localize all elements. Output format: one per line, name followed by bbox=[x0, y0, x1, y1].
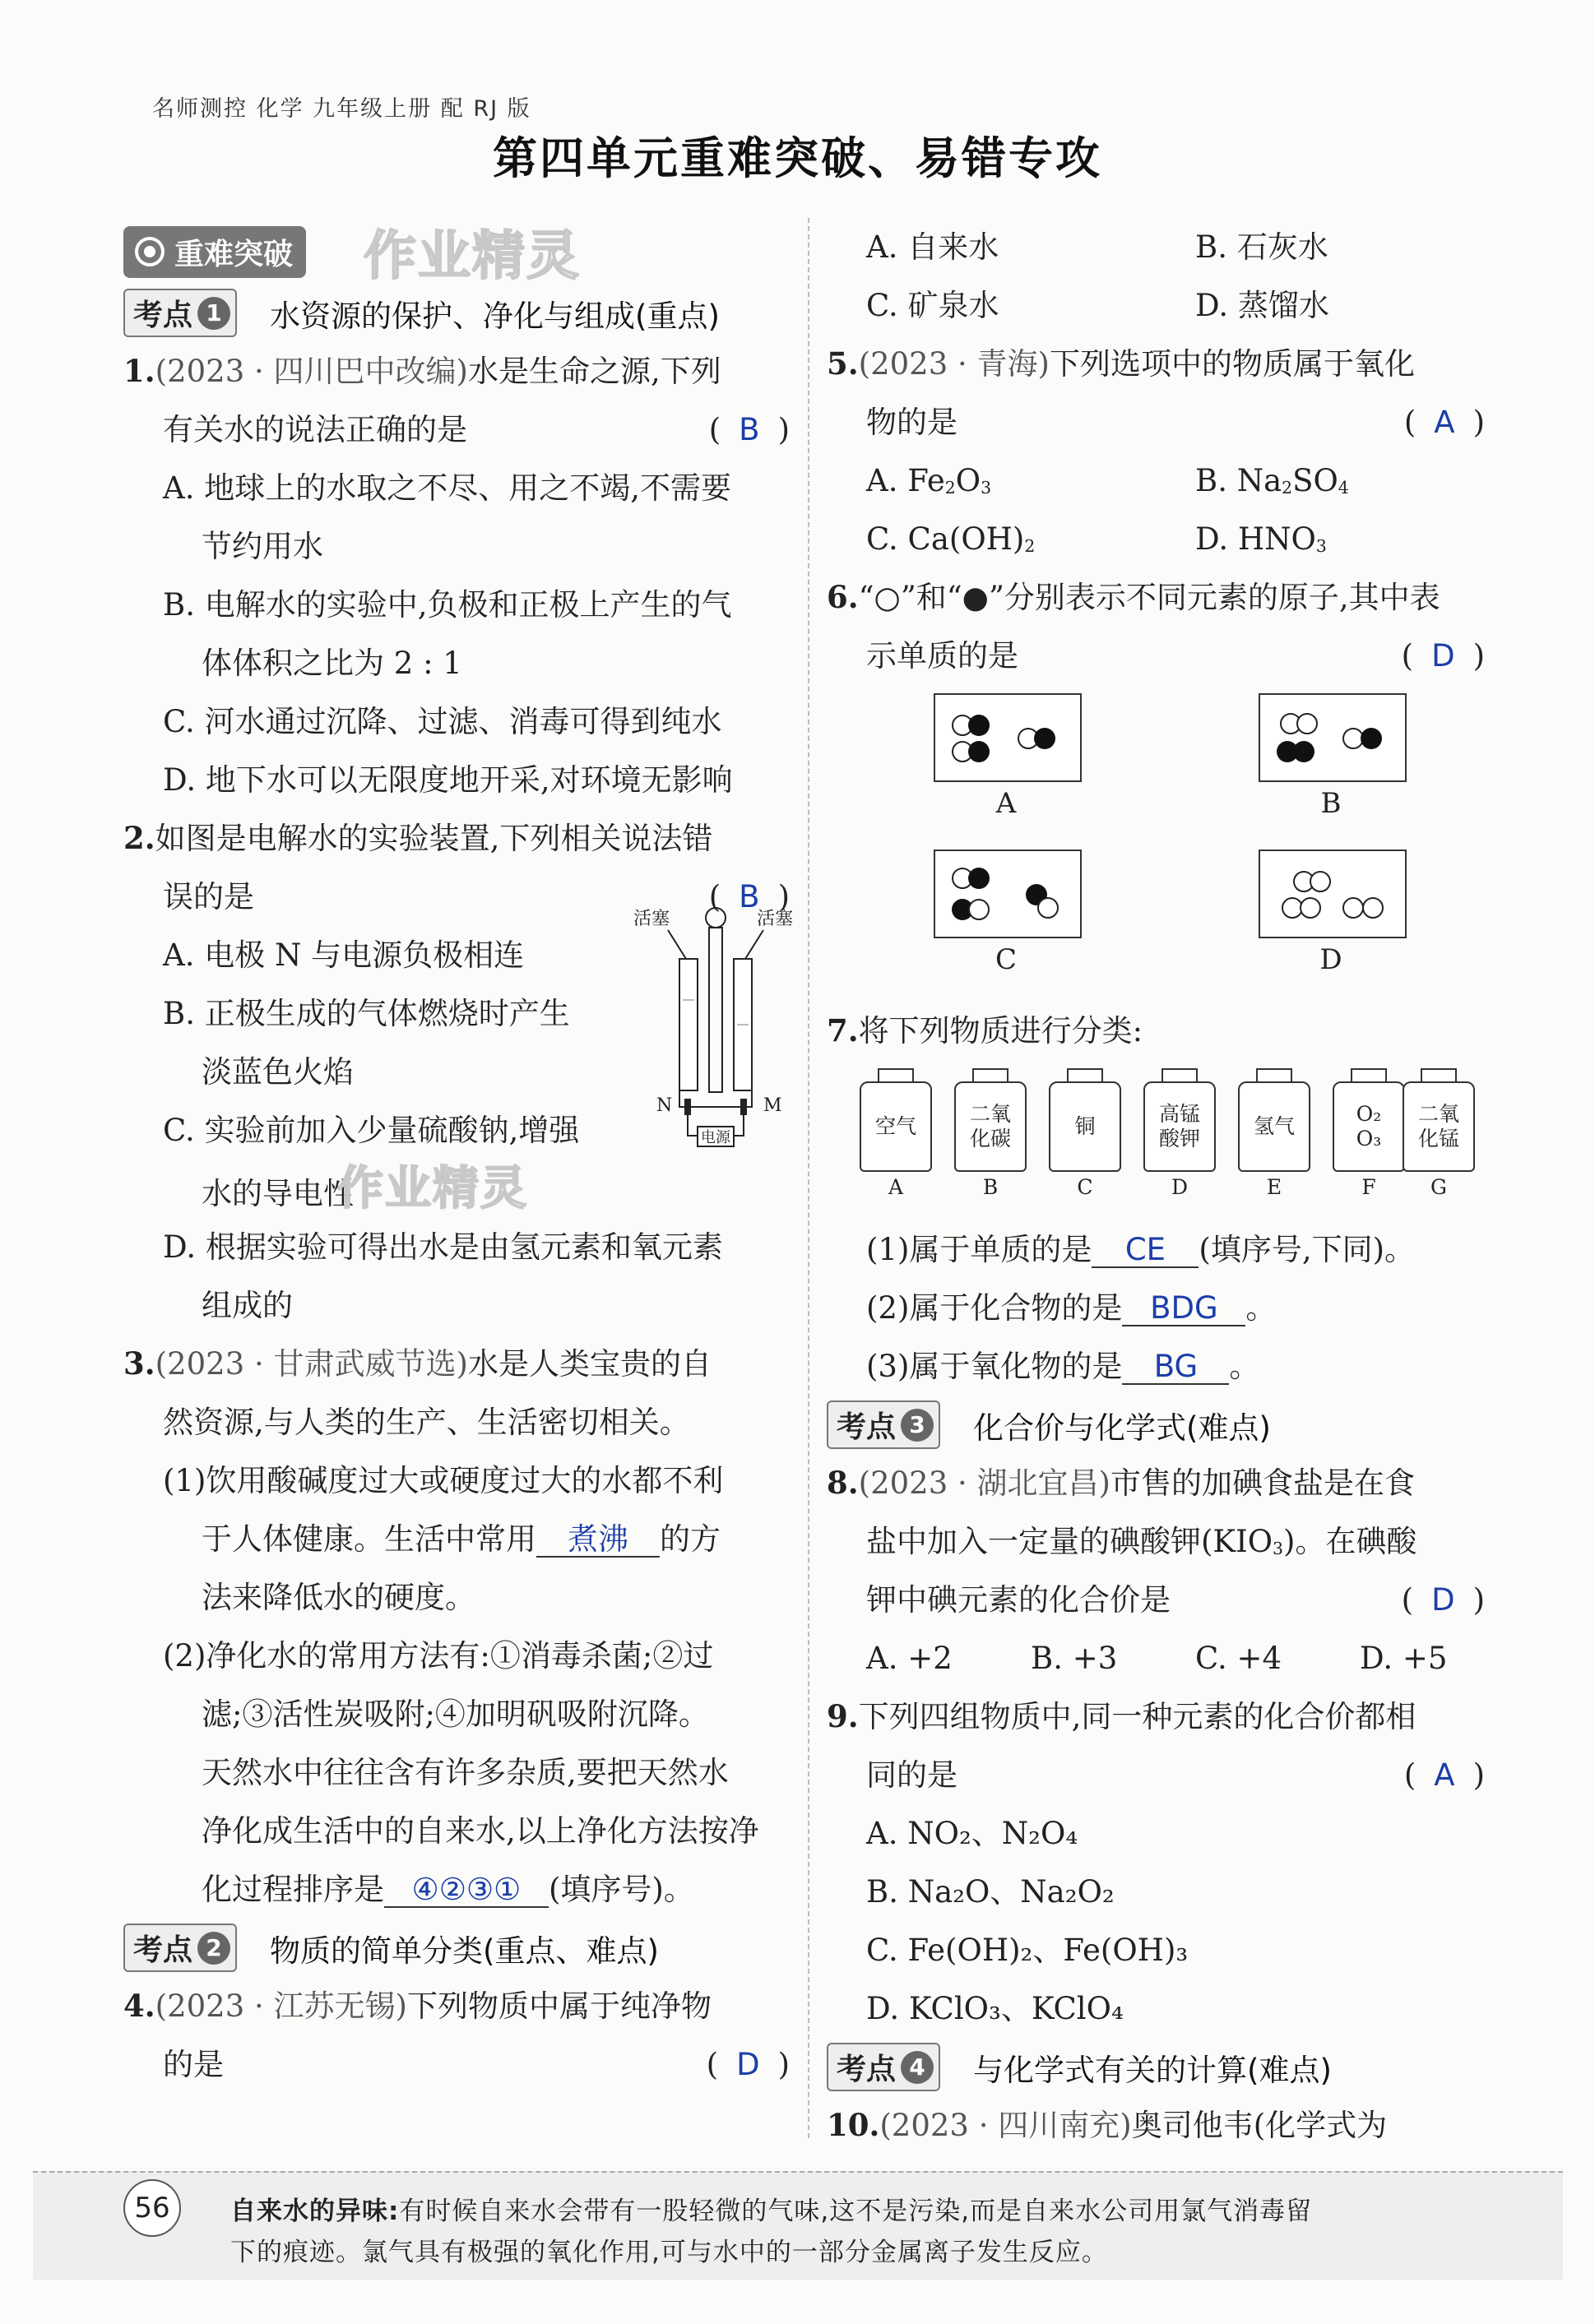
answer-blank: 煮沸 bbox=[536, 1523, 660, 1558]
text: (1)属于单质的是 bbox=[866, 1232, 1092, 1267]
text-line bbox=[827, 451, 1485, 510]
text: C. Ca(OH) bbox=[866, 521, 1025, 557]
text-line bbox=[123, 809, 790, 868]
text: 奥司他韦(化学式为 bbox=[1131, 2108, 1388, 2143]
text: 7. bbox=[827, 1012, 859, 1049]
text: 物质的简单分类(重点、难点) bbox=[270, 1933, 659, 1969]
text: 高锰 bbox=[1158, 1102, 1200, 1126]
text-line bbox=[827, 393, 1485, 451]
option-c bbox=[866, 510, 1195, 576]
answer-blank: BG bbox=[1122, 1350, 1229, 1385]
text-line bbox=[123, 400, 790, 459]
text-line bbox=[827, 1337, 1485, 1396]
text: 有关水的说法正确的是 bbox=[163, 412, 467, 447]
text: 钾中碘元素的化合价是 bbox=[866, 1582, 1171, 1618]
answer-bracket: ( A ) bbox=[1403, 1757, 1485, 1793]
question-9 bbox=[827, 1687, 1485, 2038]
kaodian-2 bbox=[123, 1919, 790, 1977]
text: 1 bbox=[197, 297, 230, 330]
text-line bbox=[827, 1002, 1485, 1060]
question-1 bbox=[123, 342, 790, 809]
text-line bbox=[827, 1220, 1485, 1279]
text: A bbox=[995, 787, 1017, 820]
text: 自来水的异味: bbox=[230, 2197, 400, 2226]
text: 考点 bbox=[837, 2053, 897, 2086]
text: 氢气 bbox=[1253, 1114, 1295, 1138]
text: 与化学式有关的计算(难点) bbox=[973, 2052, 1332, 2088]
answer-blank: ④②③① bbox=[384, 1873, 549, 1908]
text: D. 蒸馏水 bbox=[1195, 288, 1329, 323]
text: 下列四组物质中,同一种元素的化合价都相 bbox=[858, 1699, 1416, 1734]
text: D bbox=[1171, 1175, 1189, 1199]
text: 铜 bbox=[1074, 1114, 1096, 1138]
text: O₂ bbox=[1356, 1102, 1382, 1126]
column-divider bbox=[808, 218, 809, 2138]
text-line: 天然水中往往含有许多杂质,要把天然水 bbox=[202, 1755, 729, 1790]
text: 3 bbox=[901, 1409, 934, 1442]
text-line bbox=[123, 1860, 790, 1919]
text: 下列物质中属于纯净物 bbox=[406, 1988, 712, 2024]
text: (2023 · 江苏无锡) bbox=[155, 1988, 407, 2024]
watermark: 作业精灵 bbox=[337, 1162, 528, 1215]
text-line bbox=[123, 1335, 790, 1393]
q4-options-cd bbox=[827, 276, 1485, 335]
text: 3 bbox=[1315, 536, 1327, 557]
text: 于人体健康。生活中常用 bbox=[202, 1521, 536, 1557]
text-line: 体体积之比为 2 : 1 bbox=[202, 646, 462, 681]
question-5 bbox=[827, 335, 1485, 568]
answer-bracket: ( A ) bbox=[1403, 405, 1485, 440]
text: A. 自来水 bbox=[866, 229, 999, 265]
option-b: B. 正极生成的气体燃烧时产生 bbox=[163, 996, 570, 1031]
section-badge bbox=[123, 223, 790, 287]
text: 二氧 bbox=[1417, 1102, 1459, 1126]
text: B. Na bbox=[1195, 463, 1282, 498]
answer-bracket: ( D ) bbox=[1401, 638, 1485, 674]
page-title: 第四单元重难突破、易错专攻 bbox=[493, 132, 1102, 184]
text-line bbox=[827, 1746, 1485, 1804]
target-icon bbox=[135, 237, 165, 266]
text-line: 淡蓝色火焰 bbox=[202, 1054, 354, 1090]
text: D. +5 bbox=[1360, 1641, 1448, 1676]
text: (2023 · 甘肃武威节选) bbox=[155, 1346, 468, 1382]
text-line bbox=[827, 510, 1485, 568]
text: B. 石灰水 bbox=[1195, 229, 1328, 265]
answer: D bbox=[736, 2047, 760, 2082]
text: 3 bbox=[981, 478, 992, 498]
option-c: C. Fe(OH)₂、Fe(OH)₃ bbox=[866, 1933, 1189, 1968]
text: 考点 bbox=[133, 1933, 193, 1967]
text: 3. bbox=[123, 1345, 155, 1382]
text: B bbox=[1320, 787, 1342, 820]
text: 将下列物质进行分类: bbox=[858, 1013, 1143, 1049]
option-a: A. NO₂、N₂O₄ bbox=[866, 1816, 1078, 1851]
text: 水资源的保护、净化与组成(重点) bbox=[270, 298, 720, 334]
text-line bbox=[123, 342, 790, 400]
bottle-d bbox=[1143, 1068, 1216, 1199]
text: 2 bbox=[1282, 478, 1293, 498]
text: 5. bbox=[827, 345, 859, 382]
option-b bbox=[1195, 463, 1349, 498]
text: (填序号)。 bbox=[549, 1872, 694, 1907]
answer-blank: BDG bbox=[1122, 1292, 1245, 1326]
text: D bbox=[1319, 943, 1342, 976]
bottle-row bbox=[827, 1060, 1485, 1220]
option-d bbox=[1195, 521, 1327, 557]
option-b: B. Na₂O、Na₂O₂ bbox=[866, 1874, 1115, 1910]
text: (2023 · 湖北宜昌) bbox=[858, 1465, 1110, 1501]
text-line bbox=[123, 2035, 790, 2094]
option-c: C. 河水通过沉降、过滤、消毒可得到纯水 bbox=[163, 704, 722, 739]
text: 1. bbox=[123, 353, 155, 389]
bottle-f bbox=[1333, 1068, 1405, 1199]
text: 2 bbox=[1024, 536, 1036, 557]
electrolysis-apparatus-figure bbox=[633, 901, 798, 1156]
power-source-label: 电源 bbox=[701, 1129, 730, 1146]
option-a: A. 地球上的水取之不尽、用之不竭,不需要 bbox=[163, 470, 732, 506]
text: )。在碘酸 bbox=[1282, 1524, 1417, 1559]
left-column bbox=[123, 218, 794, 2094]
text-line bbox=[827, 1629, 1485, 1687]
text-line: 组成的 bbox=[202, 1288, 293, 1323]
page-number: 56 bbox=[123, 2179, 181, 2237]
text: G bbox=[1430, 1175, 1447, 1199]
electrode-n-label: N bbox=[656, 1095, 673, 1116]
text: 二氧 bbox=[969, 1102, 1011, 1126]
text: (2)属于化合物的是 bbox=[866, 1290, 1123, 1326]
option-a: A. 电极 N 与电源负极相连 bbox=[163, 937, 525, 973]
text: 的是 bbox=[163, 2047, 224, 2082]
text-line bbox=[827, 568, 1485, 627]
text-line bbox=[827, 1571, 1485, 1629]
text: 示单质的是 bbox=[866, 638, 1018, 674]
text-line: (2)净化水的常用方法有:①消毒杀菌;②过 bbox=[163, 1638, 714, 1674]
answer-bracket: ( B ) bbox=[708, 879, 790, 914]
text-line bbox=[123, 1160, 790, 1218]
text: D. HNO bbox=[1195, 521, 1316, 557]
text: 化过程排序是 bbox=[202, 1872, 384, 1907]
question-10 bbox=[827, 2096, 1485, 2155]
right-column bbox=[827, 218, 1485, 2155]
text: 。 bbox=[1245, 1290, 1277, 1326]
text: 重难突破 bbox=[174, 237, 294, 271]
text: (2023 · 四川巴中改编) bbox=[155, 354, 468, 389]
text: 化锰 bbox=[1417, 1127, 1459, 1150]
text-line bbox=[827, 335, 1485, 393]
bottle-c bbox=[1049, 1068, 1121, 1199]
text: F bbox=[1361, 1175, 1376, 1199]
text: 如图是电解水的实验装置,下列相关说法错 bbox=[155, 821, 713, 856]
question-4 bbox=[123, 1977, 790, 2094]
text-line: 然资源,与人类的生产、生活密切相关。 bbox=[163, 1405, 690, 1440]
text: 空气 bbox=[874, 1114, 916, 1138]
text: 的方 bbox=[660, 1521, 721, 1557]
text: 4 bbox=[901, 2051, 934, 2084]
answer: D bbox=[1431, 638, 1455, 674]
text: 4. bbox=[123, 1988, 155, 2024]
option-b: B. 电解水的实验中,负极和正极上产生的气 bbox=[163, 587, 732, 623]
text: A bbox=[888, 1175, 904, 1199]
text: O bbox=[955, 463, 981, 498]
text: 6. bbox=[827, 579, 859, 615]
text-line bbox=[827, 1512, 1485, 1571]
text: 考点 bbox=[133, 299, 193, 332]
book-header: 名师测控 化学 九年级上册 配 RJ 版 bbox=[152, 96, 531, 122]
text-line bbox=[123, 1510, 790, 1568]
text-line bbox=[827, 1454, 1485, 1512]
q4-options-ab bbox=[827, 218, 1485, 276]
answer: B bbox=[739, 879, 760, 914]
particle-box-c bbox=[934, 850, 1082, 976]
text: B bbox=[982, 1175, 999, 1199]
text: 盐中加入一定量的碘酸钾(KIO bbox=[866, 1524, 1273, 1559]
text: 水是人类宝贵的自 bbox=[467, 1346, 712, 1382]
text: (填序号,下同)。 bbox=[1199, 1232, 1416, 1267]
text-line: 净化成生活中的自来水,以上净化方法按净 bbox=[202, 1813, 759, 1849]
text-line: 节约用水 bbox=[202, 529, 323, 564]
text: 水是生命之源,下列 bbox=[467, 354, 721, 389]
text-line bbox=[827, 1687, 1485, 1746]
answer-bracket: ( B ) bbox=[708, 412, 790, 447]
text: A. +2 bbox=[866, 1641, 953, 1676]
question-2 bbox=[123, 809, 794, 1335]
text: C bbox=[995, 943, 1017, 976]
question-8 bbox=[827, 1454, 1485, 1687]
option-d: D. KClO₃、KClO₄ bbox=[866, 1991, 1124, 2026]
answer: A bbox=[1434, 405, 1455, 440]
text: 物的是 bbox=[866, 405, 957, 440]
answer-blank: CE bbox=[1092, 1234, 1199, 1268]
text: 2. bbox=[123, 820, 155, 856]
bottle-a bbox=[860, 1068, 932, 1199]
text: 水的导电性 bbox=[202, 1176, 354, 1211]
text-line bbox=[123, 1977, 790, 2035]
text-line bbox=[827, 1279, 1485, 1337]
text: 8. bbox=[827, 1465, 859, 1501]
text: 有时候自来水会带有一股轻微的气味,这不是污染,而是自来水公司用氯气消毒留 bbox=[399, 2197, 1313, 2226]
question-6 bbox=[827, 568, 1485, 1002]
electrode-m-label: M bbox=[763, 1095, 782, 1116]
text-line bbox=[827, 2096, 1485, 2155]
text: 9. bbox=[827, 1698, 859, 1734]
text: 10. bbox=[827, 2107, 880, 2143]
text: 化碳 bbox=[969, 1127, 1011, 1150]
tip-text bbox=[230, 2191, 1514, 2273]
option-d: D. 根据实验可得出水是由氢元素和氧元素 bbox=[163, 1229, 723, 1265]
text: (3)属于氧化物的是 bbox=[866, 1349, 1123, 1384]
text: 酸钾 bbox=[1158, 1127, 1200, 1150]
text: 2 bbox=[197, 1932, 230, 1965]
text: 。 bbox=[1229, 1349, 1260, 1384]
valve-right-label: 活塞 bbox=[757, 909, 794, 929]
text: C. +4 bbox=[1195, 1641, 1282, 1676]
kaodian-1 bbox=[123, 284, 790, 342]
text: (2023 · 四川南充) bbox=[879, 2108, 1132, 2143]
text: 下的痕迹。氯气具有极强的氧化作用,可与水中的一部分金属离子发生反应。 bbox=[230, 2238, 1108, 2267]
text-line: 法来降低水的硬度。 bbox=[202, 1580, 475, 1615]
text: “○”和“●”分别表示不同元素的原子,其中表 bbox=[858, 580, 1440, 615]
option-c: C. 实验前加入少量硫酸钠,增强 bbox=[163, 1113, 580, 1148]
answer: B bbox=[739, 412, 760, 447]
answer-bracket: ( D ) bbox=[1401, 1582, 1485, 1618]
text: E bbox=[1266, 1175, 1282, 1199]
text: O₃ bbox=[1356, 1127, 1382, 1150]
answer: D bbox=[1431, 1582, 1455, 1618]
text: 化合价与化学式(难点) bbox=[973, 1410, 1271, 1446]
text: C bbox=[1077, 1175, 1093, 1199]
bottle-b bbox=[954, 1068, 1027, 1199]
bottle-e bbox=[1238, 1068, 1310, 1199]
text: 市售的加碘食盐是在食 bbox=[1110, 1465, 1415, 1501]
footer-tip bbox=[33, 2171, 1563, 2280]
question-3 bbox=[123, 1335, 790, 1919]
particle-box-a bbox=[934, 693, 1082, 820]
text: 考点 bbox=[837, 1410, 897, 1444]
kaodian-3 bbox=[827, 1396, 1485, 1454]
bottle-g bbox=[1403, 1068, 1475, 1199]
option-d: D. 地下水可以无限度地开采,对环境无影响 bbox=[163, 762, 733, 798]
text: C. 矿泉水 bbox=[866, 288, 999, 323]
option-a bbox=[866, 451, 1195, 517]
valve-left-label: 活塞 bbox=[633, 909, 670, 929]
text-line: (1)饮用酸碱度过大或硬度过大的水都不利 bbox=[163, 1463, 724, 1498]
text: 2 bbox=[944, 478, 956, 498]
particle-box-d bbox=[1259, 850, 1407, 976]
particle-box-b bbox=[1259, 693, 1407, 820]
text: (2023 · 青海) bbox=[858, 346, 1050, 382]
answer: A bbox=[1434, 1757, 1455, 1793]
answer-bracket: ( D ) bbox=[706, 2047, 790, 2082]
text: SO bbox=[1292, 463, 1338, 498]
watermark: 作业精灵 bbox=[364, 226, 582, 287]
kaodian-4 bbox=[827, 2038, 1485, 2096]
text-line: 滤;③活性炭吸附;④加明矾吸附沉降。 bbox=[202, 1697, 709, 1732]
text: B. +3 bbox=[1031, 1641, 1118, 1676]
text: 下列选项中的物质属于氧化 bbox=[1049, 346, 1415, 382]
text: A. Fe bbox=[866, 463, 945, 498]
text: 误的是 bbox=[163, 879, 254, 914]
text: 3 bbox=[1273, 1539, 1283, 1559]
section-badge-label bbox=[123, 226, 306, 278]
question-7 bbox=[827, 1002, 1485, 1396]
text: 4 bbox=[1338, 478, 1349, 498]
text-line bbox=[827, 627, 1485, 685]
text: 同的是 bbox=[866, 1757, 957, 1793]
